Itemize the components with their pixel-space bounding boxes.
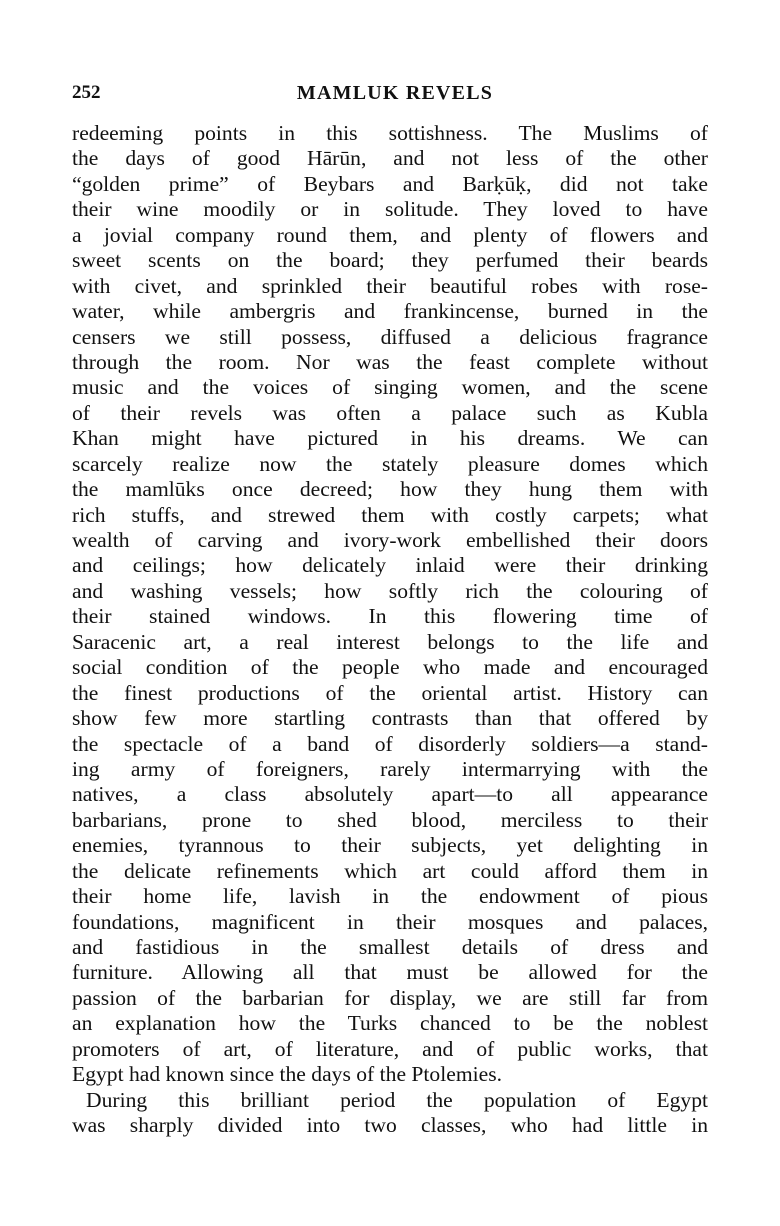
text-line: with civet, and sprinkled their beautiful robes with rose- <box>72 273 708 298</box>
paragraph-1 <box>72 121 708 1088</box>
text-line: Khan might have pictured in his dreams. We can <box>72 426 708 451</box>
text-line: enemies, tyrannous to their subjects, yet delighting in <box>72 833 708 858</box>
text-line: censers we still possess, diffused a delicious fragrance <box>72 324 708 349</box>
text-line: their stained windows. In this flowering time of <box>72 604 708 629</box>
text-line: passion of the barbarian for display, we are still far from <box>72 985 708 1010</box>
text-line: During this brilliant period the population of Egypt <box>86 1087 708 1112</box>
body-text <box>72 121 708 1139</box>
text-line: “golden prime” of Beybars and Barḳūḳ, did not take <box>72 171 708 196</box>
text-line: and fastidious in the smallest details of dress and <box>72 935 708 959</box>
text-line: the finest productions of the oriental artist. History can <box>72 680 708 705</box>
text-line: redeeming points in this sottishness. The Muslims of <box>72 121 708 145</box>
text-line: through the room. Nor was the feast complete without <box>72 349 708 374</box>
text-line: furniture. Allowing all that must be allowed for the <box>72 960 708 985</box>
text-line: foundations, magnificent in their mosques and palaces, <box>72 909 708 934</box>
text-line: the spectacle of a band of disorderly soldiers—a stand- <box>72 731 708 756</box>
text-line: the mamlūks once decreed; how they hung them with <box>72 477 708 502</box>
running-head <box>72 78 708 112</box>
text-line: and washing vessels; how softly rich the colouring of <box>72 578 708 603</box>
text-line: their home life, lavish in the endowment of pious <box>72 884 708 909</box>
text-line: Saracenic art, a real interest belongs to the life and <box>72 629 708 654</box>
text-line: Egypt had known since the days of the Ptolemies. <box>72 1062 502 1087</box>
text-line: was sharply divided into two classes, who had little in <box>72 1113 708 1138</box>
text-line: scarcely realize now the stately pleasure domes which <box>72 451 708 476</box>
text-line: rich stuffs, and strewed them with costly carpets; what <box>72 502 708 527</box>
text-line: wealth of carving and ivory-work embellished their doors <box>72 528 708 552</box>
text-line: water, while ambergris and frankincense, burned in the <box>72 299 708 324</box>
text-line: show few more startling contrasts than that offered by <box>72 706 708 731</box>
text-line: and ceilings; how delicately inlaid were their drinking <box>72 553 708 578</box>
text-line: social condition of the people who made and encouraged <box>72 655 708 680</box>
text-line: natives, a class absolutely apart—to all appearance <box>72 782 708 807</box>
text-line: promoters of art, of literature, and of public works, that <box>72 1036 708 1061</box>
book-page <box>72 78 708 1139</box>
text-line: of their revels was often a palace such as Kubla <box>72 400 708 425</box>
text-line: their wine moodily or in solitude. They loved to have <box>72 197 708 222</box>
text-line: music and the voices of singing women, and the scene <box>72 375 708 400</box>
page-number: 252 <box>72 82 101 103</box>
running-head-title: MAMLUK REVELS <box>296 82 494 104</box>
text-line: an explanation how the Turks chanced to be the noblest <box>72 1011 708 1036</box>
text-line: the days of good Hārūn, and not less of the other <box>72 146 708 171</box>
text-line: the delicate refinements which art could afford them in <box>72 858 708 883</box>
text-line: sweet scents on the board; they perfumed their beards <box>72 248 708 273</box>
text-line: barbarians, prone to shed blood, merciless to their <box>72 807 708 832</box>
paragraph-2 <box>72 1088 708 1139</box>
text-line: ing army of foreigners, rarely intermarrying with the <box>72 756 708 781</box>
text-line: a jovial company round them, and plenty of flowers and <box>72 222 708 247</box>
